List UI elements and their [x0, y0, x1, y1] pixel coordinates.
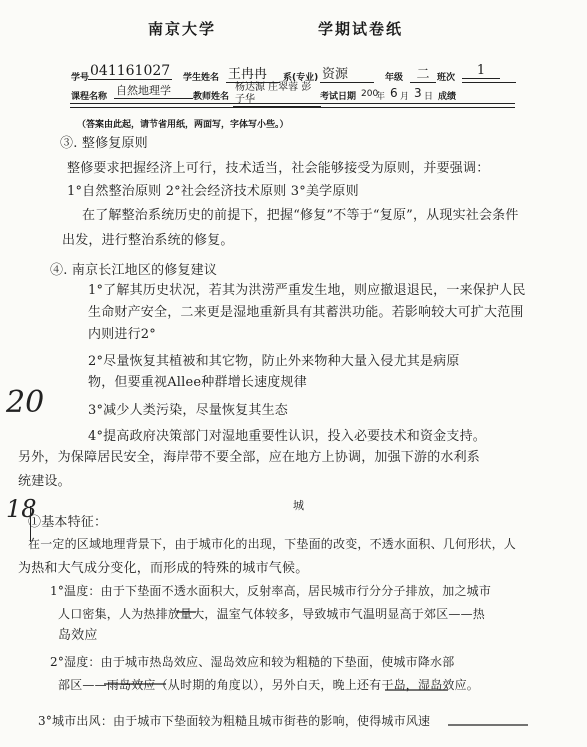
class-label: 班次	[437, 73, 456, 83]
answer-line: ④. 南京长江地区的修复建议	[50, 263, 218, 278]
answer-line: 人口密集，人为热排放量大，温室气体较多，导致城市气温明显高于郊区——热	[58, 607, 486, 621]
student-id-value: 041161027	[90, 63, 171, 79]
student-id-label: 学号	[71, 73, 90, 83]
answer-line: 1°温度：由于下垫面不透水面积大，反射率高，居民城市行分分子排放，加之城市	[50, 584, 492, 598]
university-name: 南京大学	[148, 20, 217, 38]
day-unit: 日	[424, 92, 434, 102]
class-value: 1	[462, 63, 500, 79]
answer-line: 1°了解其历史状况，若其为洪涝严重发生地，则应撤退退民，一来保护人民	[88, 283, 526, 298]
answer-line: 在一定的区域地理背景下，由于城市化的出现，下垫面的改变，不透水面积、几何形状，人	[28, 537, 517, 551]
answer-line: 1°自然整治原则 2°社会经济技术原则 3°美学原则	[67, 184, 359, 199]
exam-date-label: 考试日期	[320, 92, 357, 102]
student-name-label: 学生姓名	[183, 73, 220, 83]
grade-value: 二	[410, 63, 436, 83]
teacher-value: 杨达源 庄翠蓉 彭子华	[233, 82, 321, 107]
department-value: 资源	[320, 63, 374, 83]
course-label: 课程名称	[71, 92, 108, 102]
answer-line: 整修要求把握经济上可行，技术适当，社会能够接受为原则，并要强调：	[67, 161, 490, 176]
answer-line: ①基本特征：	[28, 515, 108, 530]
grade-label: 年级	[385, 73, 404, 83]
answer-line: 3°城市出风：由于城市下垫面较为粗糙且城市街巷的影响，使得城市风速	[38, 714, 431, 728]
sheet-title: 学期试卷纸	[318, 20, 404, 38]
answer-line: 在了解整治系统历史的前提下，把握“修复”不等于“复原”，从现实社会条件	[82, 208, 519, 223]
answer-line: 部区——雨岛效应（从时期的角度以），另外白天，晚上还有干岛，湿岛效应。	[58, 678, 480, 692]
answer-line: 内则进行2°	[88, 327, 156, 342]
course-value: 自然地理学	[114, 82, 193, 99]
exam-month: 6	[390, 86, 398, 100]
score-mark: 20	[6, 385, 45, 420]
exam-year: 200	[361, 89, 379, 99]
exam-day: 3	[414, 86, 422, 100]
instruction-text: （答案由此起，请节省用纸，两面写，字体写小些。）	[77, 120, 289, 130]
answer-line: 为热和大气成分变化，而形成的特殊的城市气候。	[18, 561, 309, 576]
margin-annotation: 城	[293, 499, 305, 512]
answer-line: 3°减少人类污染，尽量恢复其生态	[88, 403, 288, 418]
answer-line: 出发，进行整治系统的修复。	[62, 233, 234, 248]
answer-line: 统建设。	[18, 474, 71, 489]
score-mark: 18	[6, 495, 37, 523]
year-unit: 年	[376, 92, 386, 102]
department-label: 系(专业)	[283, 73, 319, 83]
answer-line: 4°提高政府决策部门对湿地重要性认识，投入必要技术和资金支持。	[88, 429, 486, 444]
score-label: 成绩	[438, 92, 457, 102]
answer-line: 另外，为保障居民安全，海岸带不要全部，应在地方上协调，加强下游的水利系	[18, 450, 481, 465]
answer-line: 2°湿度：由于城市热岛效应、湿岛效应和较为粗糙的下垫面，使城市降水部	[50, 655, 455, 669]
student-name-value: 王冉冉	[226, 63, 280, 83]
month-unit: 月	[400, 92, 410, 102]
answer-line: 物，但要重视Allee种群增长速度规律	[88, 375, 307, 390]
teacher-label: 教师姓名	[193, 92, 230, 102]
answer-line: 生命财产安全，二来更是湿地重新具有其蓄洪功能。若影响较大可扩大范围	[88, 305, 524, 320]
answer-line: 2°尽量恢复其植被和其它物，防止外来物种大量入侵尤其是病原	[88, 354, 460, 369]
answer-line: 岛效应	[58, 628, 98, 643]
answer-line: ③. 整修复原则	[60, 136, 148, 151]
